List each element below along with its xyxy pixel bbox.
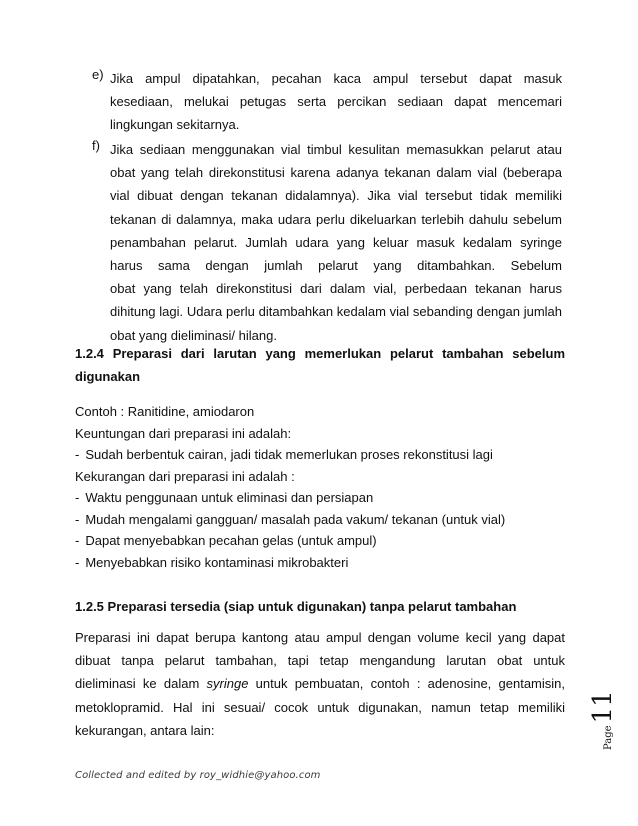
text-line: harus sama dengan jumlah pelarut yang ditambahkan. Sebelum <box>110 257 562 273</box>
section-paragraph-1-2-5 <box>75 626 565 742</box>
disadvantage-item <box>75 509 565 531</box>
text-line: tekanan di dalamnya, maka udara perlu dikeluarkan terlebih dahulu sebelum <box>110 211 562 227</box>
text-line: dihitung lagi. Udara perlu ditambahkan kedalam vial sebanding dengan jumlah <box>110 304 562 320</box>
text-line: vial dibuat dengan tekanan didalamnya). Jika vial tersebut tidak memiliki <box>110 188 562 204</box>
example-line: Contoh : Ranitidine, amiodaron <box>75 404 255 419</box>
text-line: dibuat tanpa pelarut tambahan, tapi tetap mengandung larutan obat untuk <box>75 653 565 669</box>
text-line: Preparasi ini dapat berupa kantong atau ampul dengan volume kecil yang dapat <box>75 630 565 645</box>
dash-marker: - <box>75 554 80 570</box>
dash-marker: - <box>75 511 80 527</box>
advantages-title: Keuntungan dari preparasi ini adalah: <box>75 425 292 441</box>
text-line <box>75 672 565 695</box>
section-body-1-2-4 <box>75 401 565 573</box>
text-segment: untuk pembuatan, contoh : adenosine, gentamisin, <box>248 676 565 692</box>
section-heading-1-2-4 <box>75 342 565 388</box>
italic-term: syringe <box>206 676 249 692</box>
disadvantages-title: Kekurangan dari preparasi ini adalah : <box>75 468 295 484</box>
dash-marker: - <box>75 447 80 462</box>
list-item-f <box>92 138 562 347</box>
text-line: obat yang telah direkonstitusi karena adanya tekanan dalam vial (beberapa <box>110 165 562 181</box>
text-line: kesediaan, melukai petugas serta percikan sediaan dapat mencemari <box>110 94 562 110</box>
dash-marker: - <box>75 490 80 505</box>
disadvantage-item <box>75 487 565 509</box>
heading-line: 1.2.5 Preparasi tersedia (siap untuk digunakan) tanpa pelarut tambahan <box>75 599 517 614</box>
text-line: metoklopramid. Hal ini sesuai/ cocok untuk digunakan, namun tetap memiliki <box>75 699 565 715</box>
text-line: penambahan pelarut. Jumlah udara yang keluar masuk kedalam syringe <box>110 234 562 250</box>
disadvantage-text: Dapat menyebabkan pecahan gelas (untuk ampul) <box>85 533 377 548</box>
disadvantage-text: Waktu penggunaan untuk eliminasi dan persiapan <box>85 490 374 505</box>
dash-marker: - <box>75 533 80 548</box>
disadvantage-text: Mudah mengalami gangguan/ masalah pada vakum/ tekanan (untuk vial) <box>85 511 506 527</box>
text-line: Jika sediaan menggunakan vial timbul kesulitan memasukkan pelarut atau <box>110 142 562 157</box>
text-segment: dieliminasi ke dalam <box>75 676 207 692</box>
page-label: Page <box>603 725 614 750</box>
disadvantage-item <box>75 552 565 574</box>
advantage-text: Sudah berbentuk cairan, jadi tidak memerlukan proses rekonstitusi lagi <box>85 447 493 462</box>
section-heading-1-2-5 <box>75 595 565 618</box>
text-line: Jika ampul dipatahkan, pecahan kaca ampul tersebut dapat masuk <box>110 71 562 86</box>
text-line: lingkungan sekitarnya. <box>110 117 240 133</box>
list-marker: e) <box>92 67 104 82</box>
advantage-item <box>75 444 565 466</box>
footer-credit: Collected and edited by roy_widhie@yahoo.com <box>75 770 321 781</box>
disadvantage-text: Menyebabkan risiko kontaminasi mikrobakteri <box>85 554 349 570</box>
page-number-value: 11 <box>588 690 618 724</box>
heading-line: 1.2.4 Preparasi dari larutan yang memerlukan pelarut tambahan sebelum <box>75 346 565 361</box>
page-number <box>578 688 628 758</box>
disadvantage-item <box>75 530 565 552</box>
text-line: kekurangan, antara lain: <box>75 722 215 738</box>
list-marker: f) <box>92 138 100 153</box>
list-item-e <box>92 67 562 137</box>
text-line: obat yang telah direkonstitusi dari dalam vial, perbedaan tekanan harus <box>110 281 562 297</box>
text-line: obat yang dieliminasi/ hilang. <box>110 327 277 343</box>
heading-line: digunakan <box>75 369 141 385</box>
